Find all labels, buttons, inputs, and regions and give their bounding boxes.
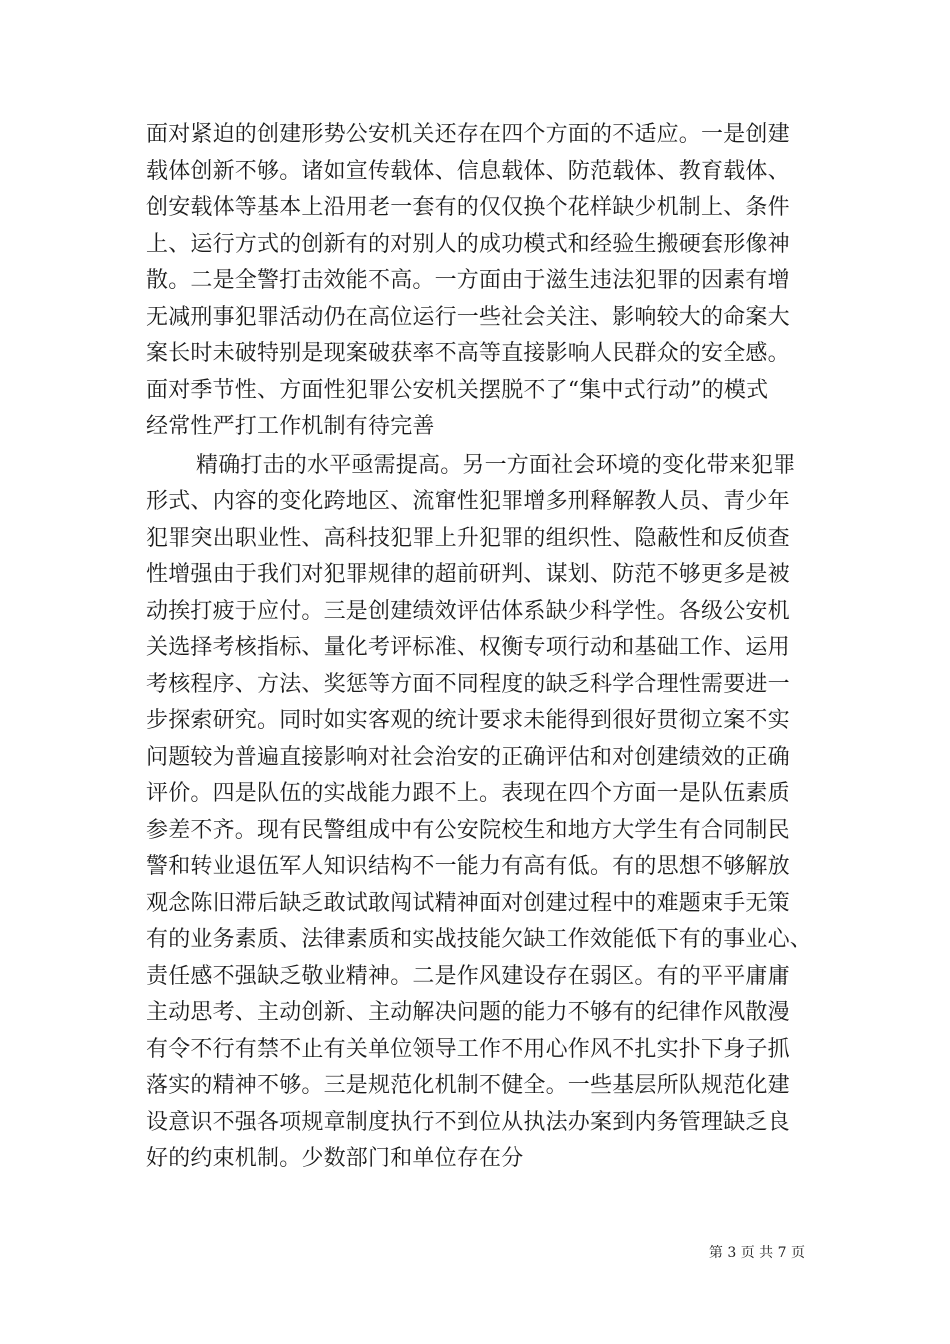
text-line: 设意识不强各项规章制度执行不到位从执法办案到内务管理缺乏良 <box>146 1109 790 1135</box>
text-line: 形式、内容的变化跨地区、流窜性犯罪增多刑释解教人员、青少年 <box>146 489 790 514</box>
text-line: 案长时未破特别是现案破获率不高等直接影响人民群众的安全感。 <box>146 341 790 366</box>
text-line: 犯罪突出职业性、高科技犯罪上升犯罪的组织性、隐蔽性和反侦查 <box>146 525 790 551</box>
page-number-footer: 第 3 页 共 7 页 <box>708 1245 805 1261</box>
text-line: 无减刑事犯罪活动仍在高位运行一些社会关注、影响较大的命案大 <box>146 304 790 330</box>
text-line: 步探索研究。同时如实客观的统计要求未能得到很好贯彻立案不实 <box>146 708 790 733</box>
text-line: 经常性严打工作机制有待完善 <box>146 414 435 439</box>
text-line: 落实的精神不够。三是规范化机制不健全。一些基层所队规范化建 <box>146 1073 790 1098</box>
text-line: 有的业务素质、法律素质和实战技能欠缺工作效能低下有的事业心、 <box>146 927 813 952</box>
text-line: 精确打击的水平亟需提高。另一方面社会环境的变化带来犯罪 <box>196 452 796 478</box>
text-line: 考核程序、方法、奖惩等方面不同程度的缺乏科学合理性需要进一 <box>146 671 790 697</box>
text-line: 观念陈旧滞后缺乏敢试敢闯试精神面对创建过程中的难题束手无策 <box>146 890 790 916</box>
text-line: 主动思考、主动创新、主动解决问题的能力不够有的纪律作风散漫 <box>146 1000 790 1025</box>
paragraph-1 <box>146 117 811 446</box>
text-line: 好的约束机制。少数部门和单位存在分 <box>146 1146 524 1171</box>
text-line: 参差不齐。现有民警组成中有公安院校生和地方大学生有合同制民 <box>146 817 790 843</box>
text-line: 动挨打疲于应付。三是创建绩效评估体系缺少科学性。各级公安机 <box>146 598 790 624</box>
text-line: 散。二是全警打击效能不高。一方面由于滋生违法犯罪的因素有增 <box>146 268 790 293</box>
body-text <box>146 117 811 1178</box>
text-line: 有令不行有禁不止有关单位领导工作不用心作风不扎实扑下身子抓 <box>146 1036 790 1062</box>
text-line: 上、运行方式的创新有的对别人的成功模式和经验生搬硬套形像神 <box>146 231 790 257</box>
text-line: 警和转业退伍军人知识结构不一能力有高有低。有的思想不够解放 <box>146 854 790 879</box>
text-line: 问题较为普遍直接影响对社会治安的正确评估和对创建绩效的正确 <box>146 744 790 770</box>
text-line: 责任感不强缺乏敬业精神。二是作风建设存在弱区。有的平平庸庸 <box>146 963 790 989</box>
text-line: 面对季节性、方面性犯罪公安机关摆脱不了“集中式行动”的模式 <box>146 377 769 403</box>
text-line: 评价。四是队伍的实战能力跟不上。表现在四个方面一是队伍素质 <box>146 781 790 806</box>
paragraph-2 <box>146 448 811 1178</box>
text-line: 创安载体等基本上沿用老一套有的仅仅换个花样缺少机制上、条件 <box>146 195 790 220</box>
text-line: 性增强由于我们对犯罪规律的超前研判、谋划、防范不够更多是被 <box>146 562 790 587</box>
text-line: 载体创新不够。诸如宣传载体、信息载体、防范载体、教育载体、 <box>146 158 790 184</box>
text-line: 关选择考核指标、量化考评标准、权衡专项行动和基础工作、运用 <box>146 635 790 660</box>
text-line: 面对紧迫的创建形势公安机关还存在四个方面的不适应。一是创建 <box>146 122 790 147</box>
